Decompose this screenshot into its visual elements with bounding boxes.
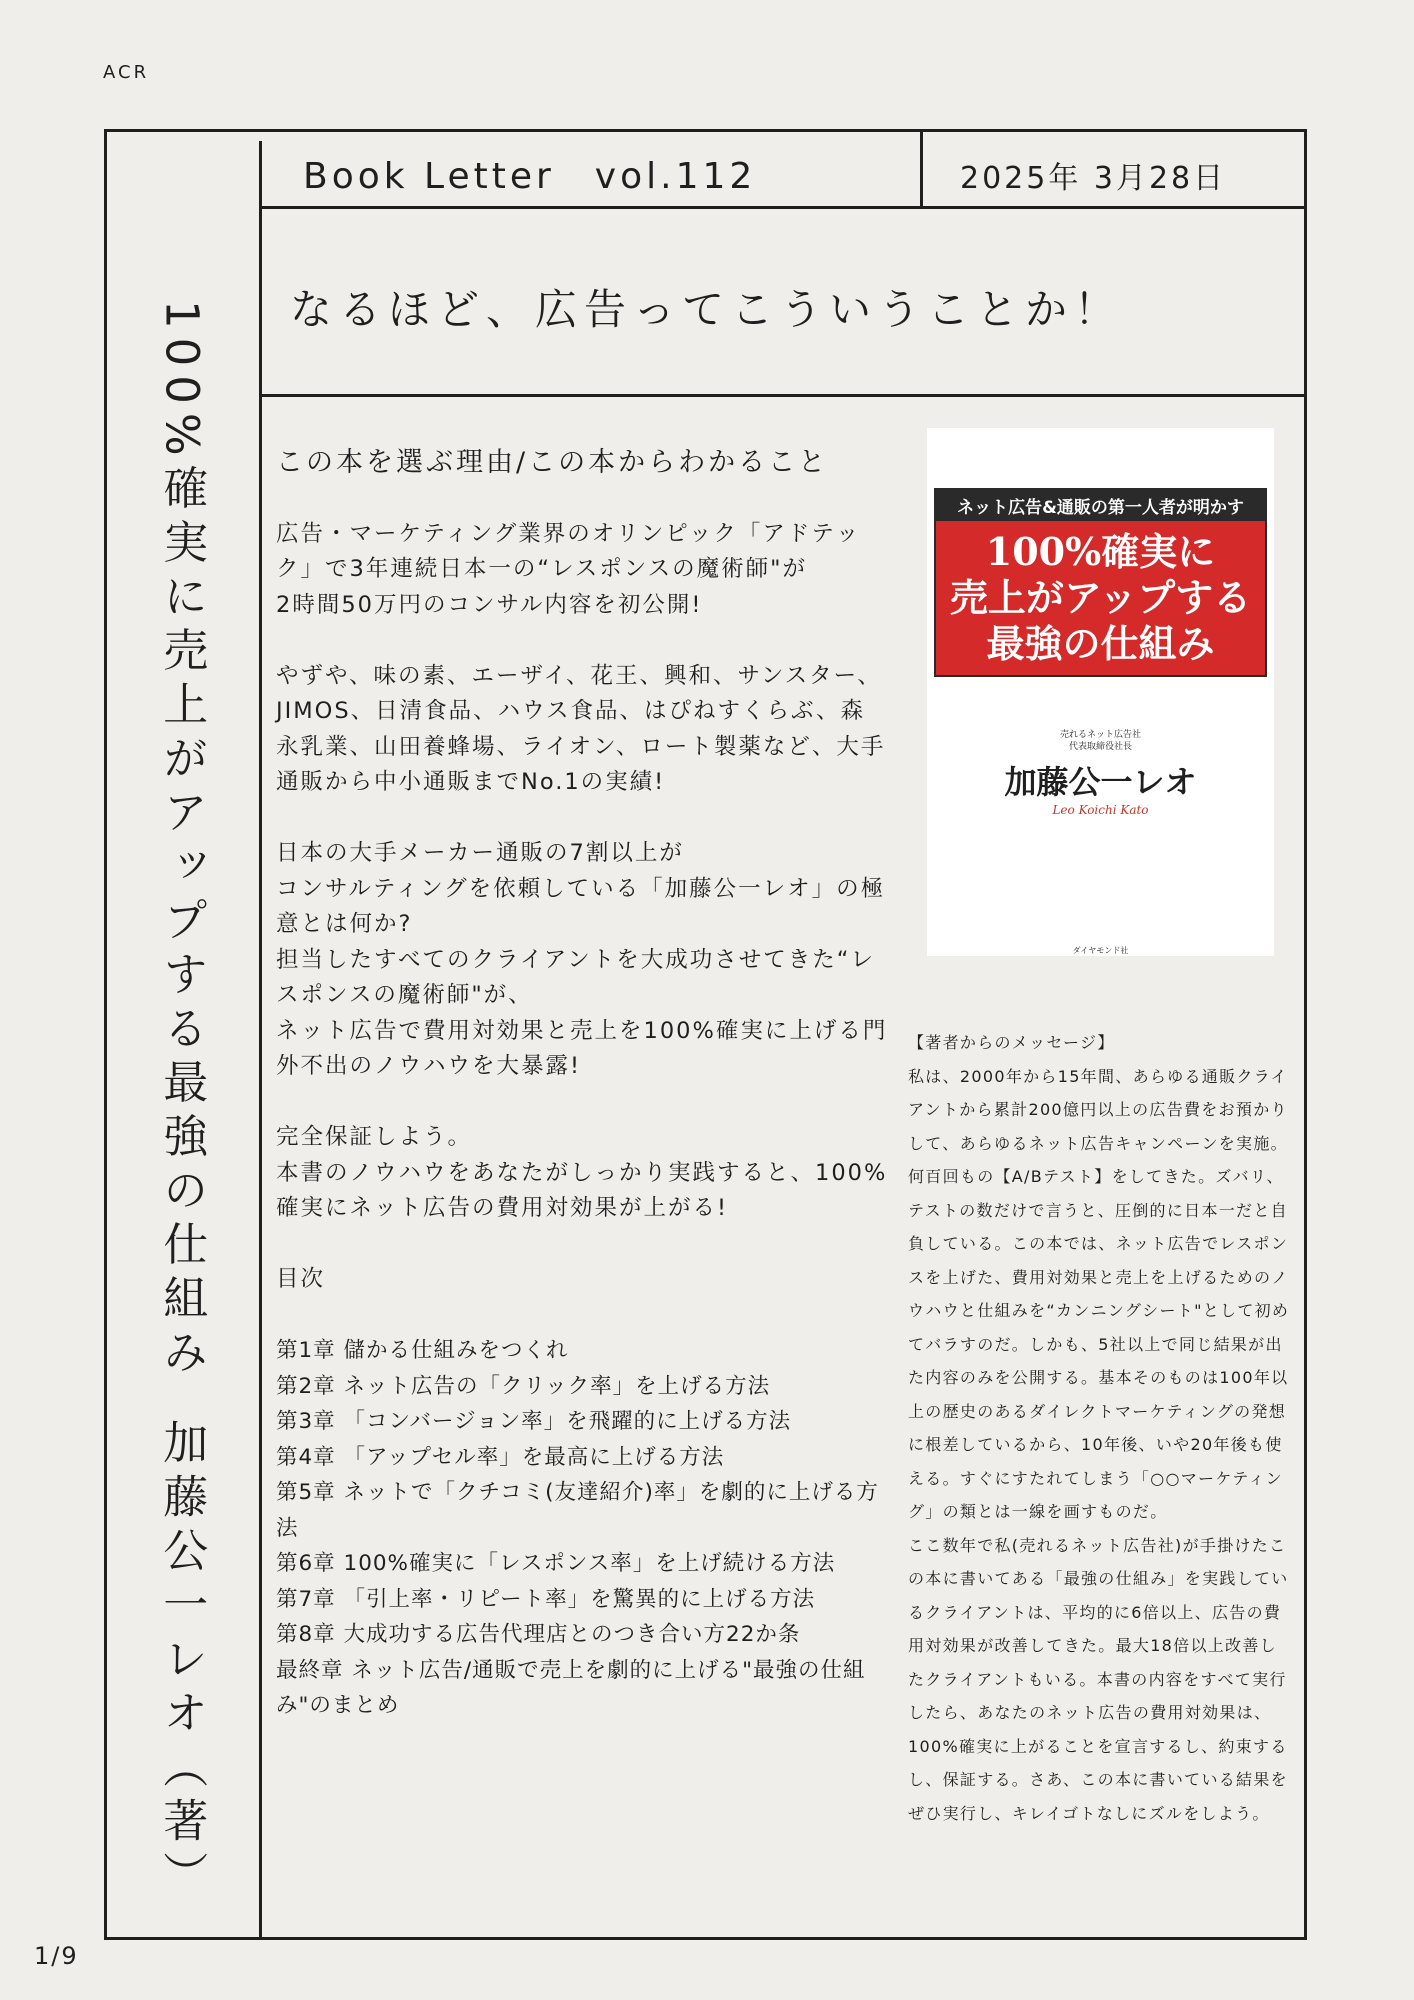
side-column-divider <box>259 141 262 1940</box>
toc-item: 第8章 大成功する広告代理店とのつき合い方22か条 <box>276 1622 801 1647</box>
cover-author-en: Leo Koichi Kato <box>1052 803 1149 817</box>
side-author: 加藤公一レオ（著） <box>155 1418 209 1905</box>
header-divider <box>259 206 1304 209</box>
cover-author-role: 売れるネット広告社 代表取締役社長 <box>1059 730 1141 752</box>
toc-item: 第3章 「コンバージョン率」を飛躍的に上げる方法 <box>276 1409 792 1434</box>
toc-item: 第1章 儲かる仕組みをつくれ <box>276 1338 569 1363</box>
page-number: 1/9 <box>34 1942 79 1970</box>
toc-item: 第2章 ネット広告の「クリック率」を上げる方法 <box>276 1373 771 1399</box>
side-title <box>104 300 259 1940</box>
toc-item: 最終章 ネット広告/通販で売上を劇的に上げる"最強の仕組み"のまとめ <box>276 1657 866 1718</box>
letter-title: Book Letter vol.112 <box>303 156 757 197</box>
main-column <box>276 445 888 1724</box>
author-message-heading: 【著者からのメッセージ】 <box>908 1033 1115 1052</box>
author-message <box>908 1026 1290 1830</box>
toc-item: 第5章 ネットで「クチコミ(友達紹介)率」を劇的に上げる方法 <box>276 1480 879 1541</box>
letter-date: 2025年 3月28日 <box>960 161 1227 196</box>
cover-title: 100%確実に 売上がアップする 最強の仕組み <box>949 529 1252 666</box>
date-divider <box>920 132 923 206</box>
side-book-title: 100%確実に売上がアップする最強の仕組み <box>155 300 209 1383</box>
paragraph-intro: 広告・マーケティング業界のオリンピック「アドテック」で3年連続日本一の“レスポンスの魔術師"が 2時間50万円のコンサル内容を初公開! <box>276 520 861 618</box>
headline-divider <box>259 394 1304 397</box>
author-message-body-2: ここ数年で私(売れるネット広告社)が手掛けたこの本に書いてある「最強の仕組み」を実践しているクライアントは、平均的に6倍以上、広告の費用対効果が改善してきた。最大18倍以上改善したクライアントもいる。本書の内容をすべて実行したら、あなたのネット広告の費用対効果は、100%確実に上がることを宣言するし、約束するし、保証する。さあ、この本に書いている結果をぜひ実行し、キレイゴトなしにズルをしよう。 <box>908 1535 1289 1823</box>
main-heading: この本を選ぶ理由/この本からわかること <box>276 447 829 478</box>
paragraph-secret: 日本の大手メーカー通販の7割以上が コンサルティングを依頼している「加藤公一レオ」の極意とは何か? 担当したすべてのクライアントを大成功させてきた“レスポンスの魔術師"が、 ネット広告で費用対効果と売上を100%確実に上げる門外不出のノウハウを大暴露! <box>276 840 888 1079</box>
cover-banner: ネット広告&通販の第一人者が明かす <box>936 490 1265 521</box>
paragraph-guarantee: 完全保証しよう。 本書のノウハウをあなたがしっかり実践すると、100%確実にネット広告の費用対効果が上がる! <box>276 1124 888 1221</box>
cover-title-box <box>934 488 1267 677</box>
book-cover-image <box>927 428 1274 956</box>
toc-item: 第4章 「アップセル率」を最高に上げる方法 <box>276 1444 725 1470</box>
cover-publisher: ダイヤモンド社 <box>1072 946 1129 955</box>
toc-heading: 目次 <box>276 1266 326 1292</box>
cover-author: 加藤公一レオ <box>1004 763 1197 801</box>
headline: なるほど、広告ってこういうことか！ <box>290 285 1124 334</box>
table-of-contents <box>276 1333 888 1724</box>
toc-item: 第6章 100%確実に「レスポンス率」を上げ続ける方法 <box>276 1551 836 1576</box>
paragraph-clients: やずや、味の素、エーザイ、花王、興和、サンスター、JIMOS、日清食品、ハウス食品、はぴねすくらぶ、森永乳業、山田養蜂場、ライオン、ロート製薬など、大手通販から中小通販までNo.1の実績! <box>276 662 886 795</box>
header-mark: ACR <box>103 62 150 83</box>
toc-item: 第7章 「引上率・リピート率」を驚異的に上げる方法 <box>276 1586 816 1612</box>
author-message-body-1: 私は、2000年から15年間、あらゆる通販クライアントから累計200億円以上の広告費をお預かりして、あらゆるネット広告キャンペーンを実施。何百回もの【A/Bテスト】をしてきた。ズバリ、テストの数だけで言うと、圧倒的に日本一だと自負している。この本では、ネット広告でレスポンスを上げた、費用対効果と売上を上げるためのノウハウと仕組みを“カンニングシート"として初めてバラすのだ。しかも、5社以上で同じ結果が出た内容のみを公開する。基本そのものは100年以上の歴史のあるダイレクトマーケティングの発想に根差しているから、10年後、いや20年後も使える。すぐにすたれてしまう「○○マーケティング」の類とは一線を画すものだ。 <box>908 1066 1290 1521</box>
